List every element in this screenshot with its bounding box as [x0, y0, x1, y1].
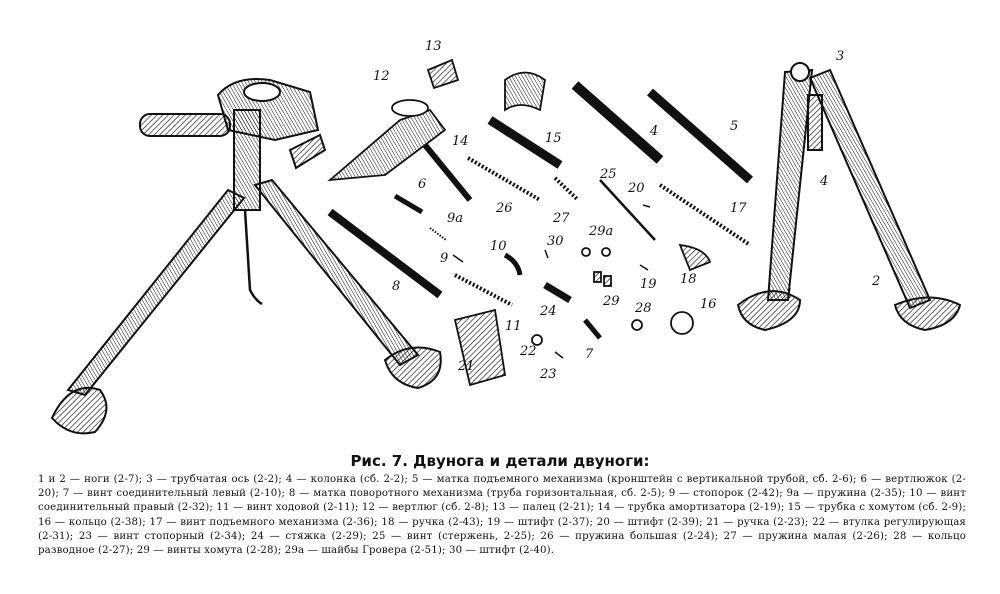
label-28: 28 [635, 301, 652, 316]
bipod-legs-pair [738, 63, 960, 330]
label-20: 20 [628, 181, 645, 196]
label-2: 2 [872, 274, 881, 289]
figure-title: Двунога и детали двуноги: [413, 452, 650, 470]
label-29: 29 [603, 294, 620, 309]
label-11: 11 [505, 319, 522, 334]
figure-caption-title [0, 452, 1000, 470]
label-9a: 9a [447, 211, 464, 226]
label-22: 22 [520, 344, 537, 359]
label-24: 24 [540, 304, 557, 319]
label-5: 5 [730, 119, 739, 134]
label-1: 1 [785, 287, 794, 302]
label-23: 23 [540, 367, 557, 382]
label-8: 8 [392, 279, 401, 294]
label-16: 16 [700, 297, 717, 312]
label-14: 14 [452, 134, 469, 149]
label-12: 12 [373, 69, 390, 84]
label-18: 18 [680, 272, 697, 287]
label-26: 26 [496, 201, 513, 216]
label-3: 3 [836, 49, 845, 64]
label-27: 27 [553, 211, 570, 226]
label-30: 30 [547, 234, 564, 249]
label-21: 21 [458, 359, 475, 374]
label-17: 17 [730, 201, 747, 216]
label-4: 4 [650, 124, 659, 139]
label-6: 6 [418, 177, 427, 192]
label-13: 13 [425, 39, 442, 54]
figure-caption-legend: 1 и 2 — ноги (2-7); 3 — трубчатая ось (2-2); 4 — колонка (сб. 2-2); 5 — матка подъемного механизма (кронштейн с вертикальной трубой, сб. 2-6); 6 — вертлюжок (2-20); 7 — винт соединительный левый (2-10); 8 — матка поворотного механизма (труба горизонтальная, сб. 2-5); 9 — стопорок (2-42); 9а — пружина (2-35); 10 — винт соединительный правый (2-32); 11 — винт ходовой (2-11); 12 — вертлюг (сб. 2-8); 13 — палец (2-21); 14 — трубка амортизатора (2-19); 15 — трубка с хомутом (сб. 2-9); 16 — кольцо (2-38); 17 — винт подъемного механизма (2-36); 18 — ручка (2-43); 19 — штифт (2-37); 20 — штифт (2-39); 21 — ручка (2-23); 22 — втулка регулирующая (2-31); 23 — винт стопорный (2-34); 24 — стяжка (2-29); 25 — винт (стержень, 2-25); 26 — пружина большая (2-24); 27 — пружина малая (2-26); 28 — кольцо разводное (2-27); 29 — винты хомута (2-28); 29а — шайбы Гровера (2-51); 30 — штифт (2-40). [38, 474, 966, 557]
label-7: 7 [585, 347, 594, 362]
label-9: 9 [440, 251, 449, 266]
label-25: 25 [600, 167, 617, 182]
label-10: 10 [490, 239, 507, 254]
label-29a: 29a [589, 224, 614, 239]
label-4-right: 4 [820, 174, 829, 189]
label-19: 19 [640, 277, 657, 292]
figure-number: Рис. 7. [350, 452, 408, 470]
label-15: 15 [545, 131, 562, 146]
